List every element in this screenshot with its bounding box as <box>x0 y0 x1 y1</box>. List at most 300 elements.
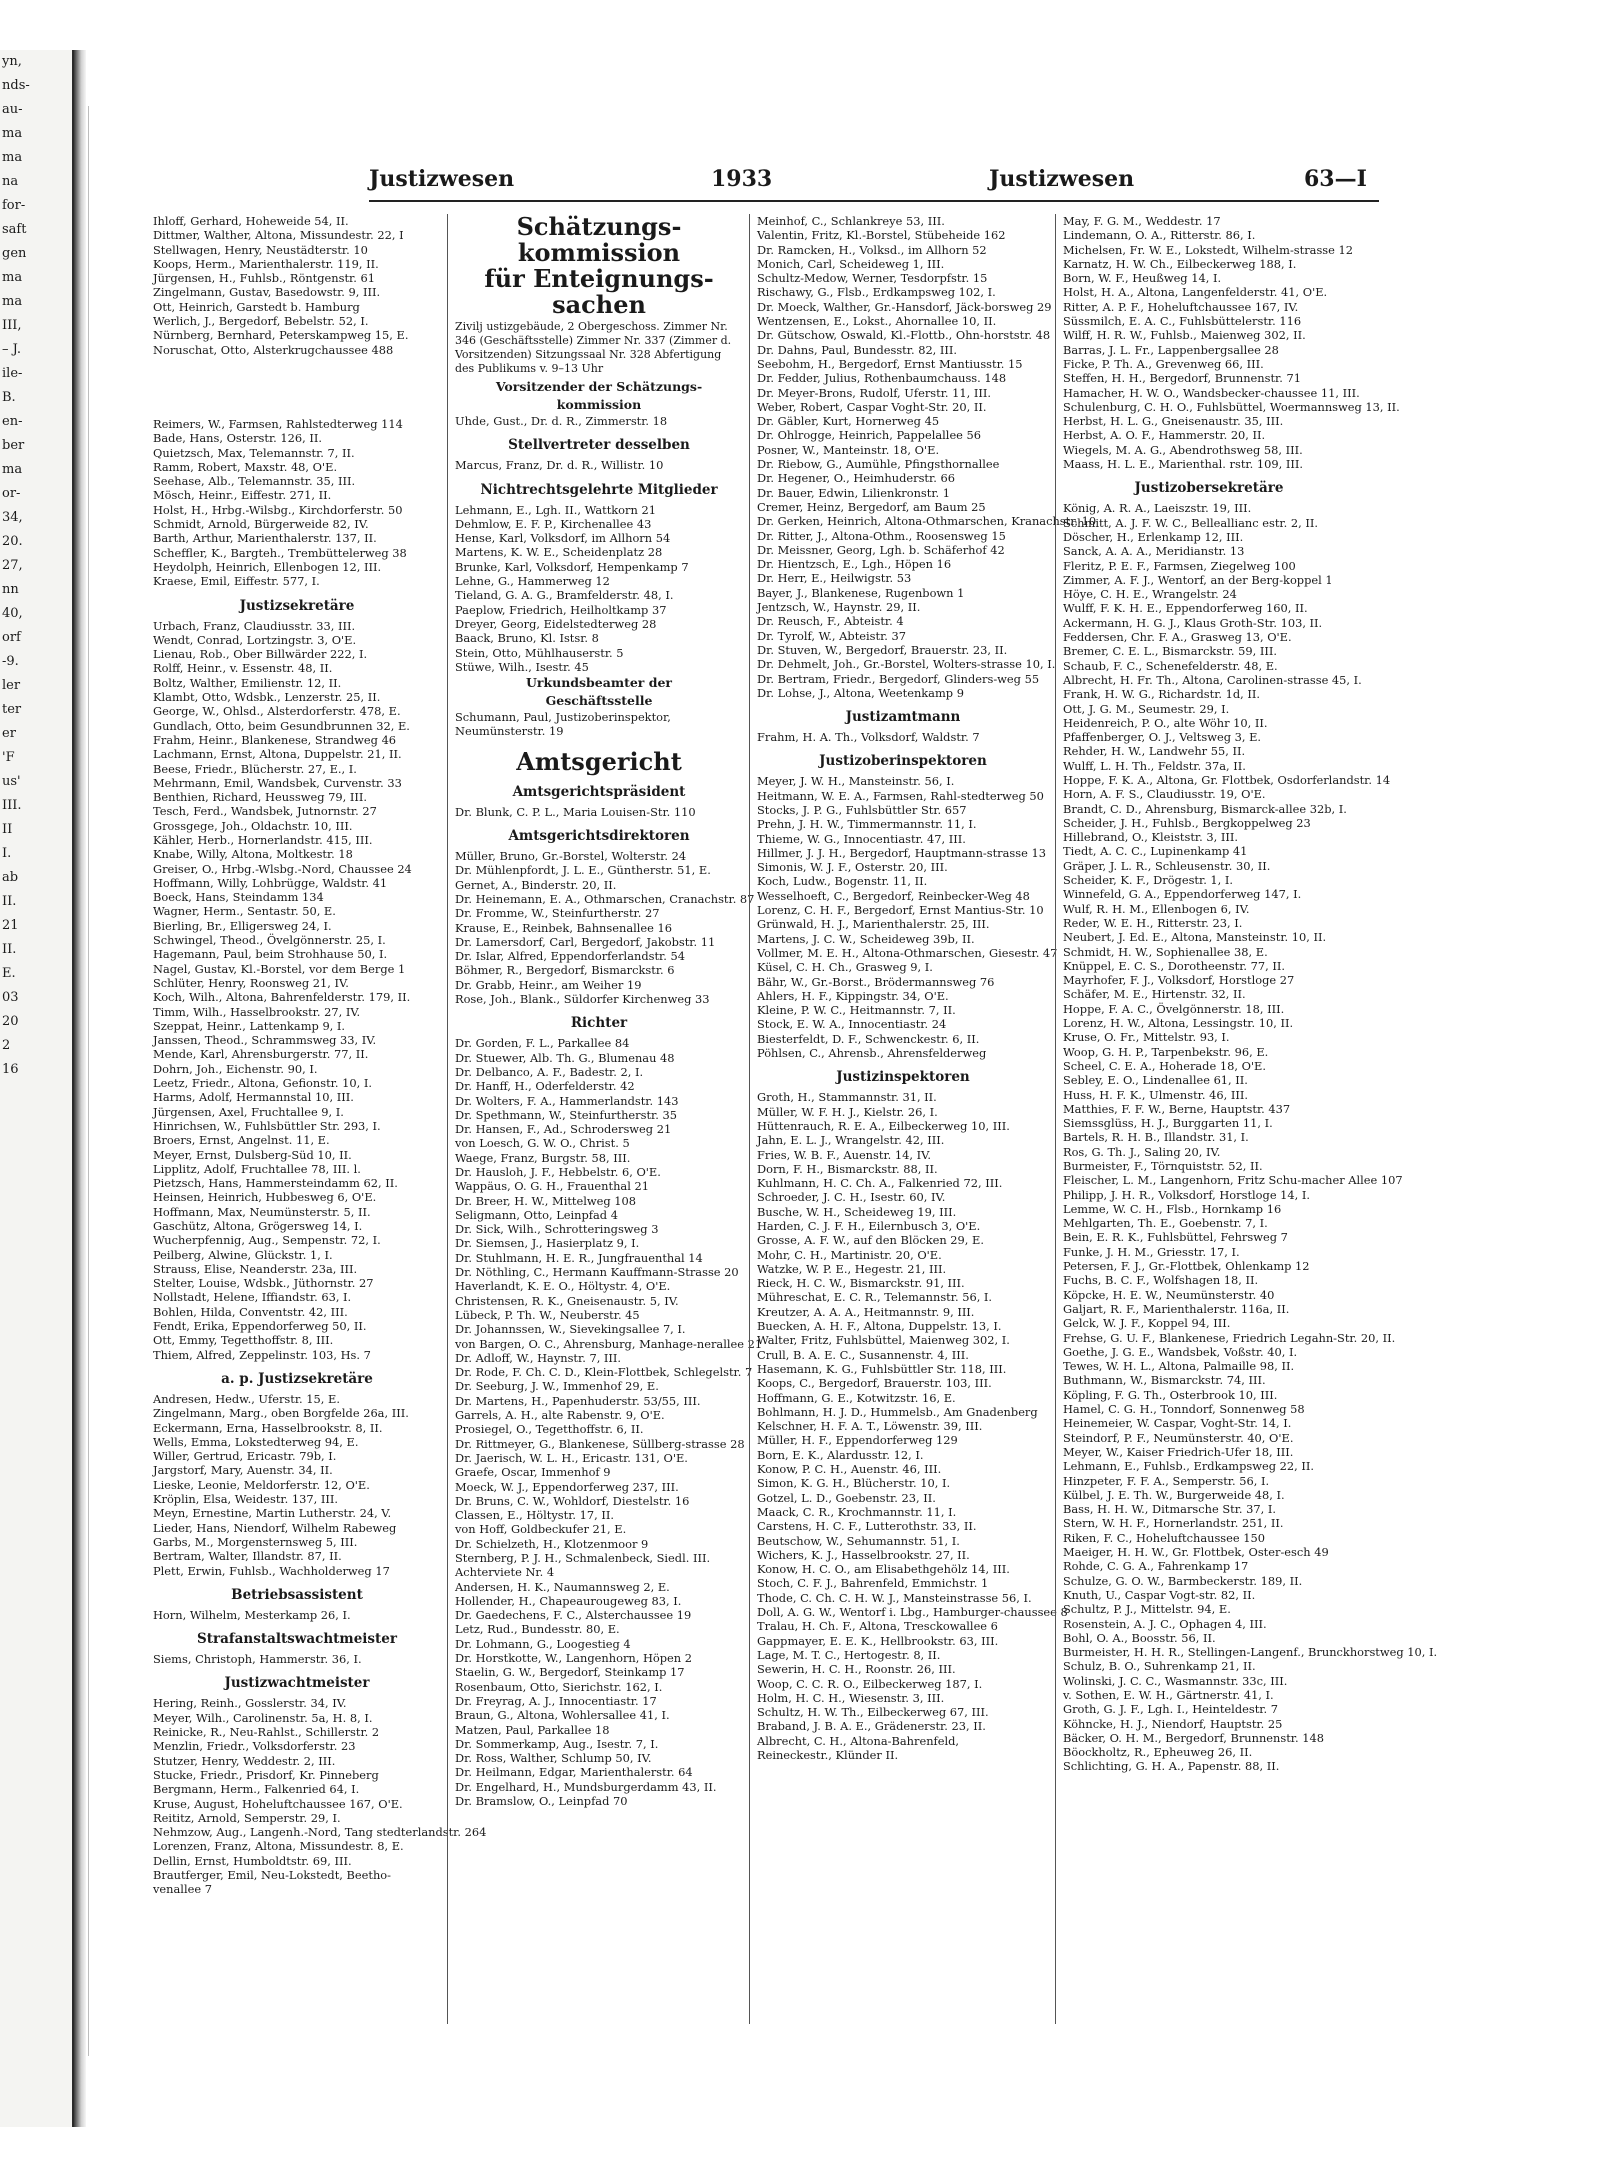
directory-entry: Rolff, Heinr., v. Essenstr. 48, II. <box>153 661 333 676</box>
directory-entry: Krause, E., Reinbek, Bahnsenallee 16 <box>455 920 672 935</box>
directory-entry: Kruse, August, Hoheluftchaussee 167, O'E. <box>153 1796 403 1811</box>
directory-entry: Karnatz, H. W. Ch., Eilbeckerweg 188, I. <box>1063 256 1297 271</box>
directory-entry: Lipplitz, Adolf, Fruchtallee 78, III. l. <box>153 1161 361 1176</box>
binding-fragment: 20 <box>2 1014 19 1029</box>
section-heading: Amtsgerichtsdirektoren <box>508 828 690 845</box>
directory-entry: Plett, Erwin, Fuhlsb., Wachholderweg 17 <box>153 1563 390 1578</box>
directory-entry: Dr. Gaedechens, F. C., Alsterchaussee 19 <box>455 1608 692 1623</box>
directory-entry: Bäcker, O. H. M., Bergedorf, Brunnenstr. 148 <box>1063 1730 1324 1745</box>
directory-entry: Nagel, Gustav, Kl.-Borstel, vor dem Berge 1 <box>153 961 406 976</box>
directory-entry: May, F. G. M., Weddestr. 17 <box>1063 214 1221 228</box>
directory-entry: Mühreschat, E. C. R., Telemannstr. 56, I. <box>757 1290 993 1305</box>
directory-entry: Schmidt, H. W., Sophienallee 38, E. <box>1063 944 1268 959</box>
directory-entry: Dr. Gäbler, Kurt, Hornerweg 45 <box>757 414 940 429</box>
directory-entry: Maass, H. L. E., Marienthal. rstr. 109, III. <box>1063 457 1303 472</box>
directory-entry: Galjart, R. F., Marienthalerstr. 116a, II. <box>1063 1301 1290 1316</box>
directory-entry: Dr. Seeburg, J. W., Immenhof 29, E. <box>455 1379 659 1394</box>
directory-entry: Meyer, Ernst, Dulsberg-Süd 10, II. <box>153 1147 352 1162</box>
column-1 <box>149 214 487 2054</box>
directory-entry: Bohlmann, H. J. D., Hummelsb., Am Gnadenberg <box>757 1404 1038 1419</box>
directory-entry: Stocks, J. P. G., Fuhlsbüttler Str. 657 <box>757 802 967 817</box>
directory-entry: Heinemeier, W. Caspar, Voght-Str. 14, I. <box>1063 1416 1292 1431</box>
directory-entry: Wulff, F. K. H. E., Eppendorferweg 160, II. <box>1063 601 1308 616</box>
directory-entry: Reineckestr., Klünder II. <box>757 1747 899 1762</box>
binding-fragment: au- <box>2 102 23 117</box>
directory-entry: Eckermann, Erna, Hasselbrookstr. 8, II. <box>153 1420 383 1435</box>
directory-entry: Martens, K. W. E., Scheidenplatz 28 <box>455 545 663 560</box>
directory-entry: Knuth, U., Caspar Vogt-str. 82, II. <box>1063 1587 1256 1602</box>
binding-fragment: gen <box>2 246 27 261</box>
directory-entry: Schlüter, Henry, Roonsweg 21, IV. <box>153 975 349 990</box>
directory-entry: Höye, C. H. E., Wrangelstr. 24 <box>1063 587 1237 602</box>
directory-entry: Ott, J. G. M., Seumestr. 29, I. <box>1063 701 1230 716</box>
directory-entry: Grünwald, H. J., Marienthalerstr. 25, III. <box>757 917 990 932</box>
directory-entry: Wiegels, M. A. G., Abendrothsweg 58, III. <box>1063 442 1303 457</box>
directory-entry: Ott, Emmy, Tegetthoffstr. 8, III. <box>153 1333 334 1348</box>
header-left-title: Justizwesen <box>369 166 515 192</box>
spacer <box>149 357 445 367</box>
directory-entry: Holst, H., Hrbg.-Wilsbg., Kirchdorferstr. 50 <box>153 502 403 517</box>
directory-entry: Horn, Wilhelm, Mesterkamp 26, I. <box>153 1607 351 1622</box>
directory-entry: Schulz, B. O., Suhrenkamp 21, II. <box>1063 1659 1256 1674</box>
directory-entry: Sebley, E. O., Lindenallee 61, II. <box>1063 1073 1248 1088</box>
directory-entry: Prosiegel, O., Tegetthoffstr. 6, II. <box>455 1422 644 1437</box>
office-info: Zivilj ustizgebäude, 2 Obergeschoss. Zimmer Nr. 346 (Geschäftsstelle) Zimmer Nr. 337 (Zimmer d. Vorsitzenden) Sitzungssaal Nr. 328 Abfertigung des Publikums v. 9–13 Uhr <box>455 320 732 375</box>
directory-entry: Posner, W., Manteinstr. 18, O'E. <box>757 442 940 457</box>
directory-entry: Tesch, Ferd., Wandsbek, Jutnornstr. 27 <box>153 804 377 819</box>
binding-fragment: ile- <box>2 366 23 381</box>
directory-entry: Horn, A. F. S., Claudiusstr. 19, O'E. <box>1063 787 1266 802</box>
column-divider <box>749 214 750 2024</box>
directory-entry: Woop, G. H. P., Tarpenbekstr. 96, E. <box>1063 1044 1269 1059</box>
directory-entry: Dr. Riebow, G., Aumühle, Pfingsthornallee <box>757 457 1000 472</box>
directory-entry: Küsel, C. H. Ch., Grasweg 9, I. <box>757 960 933 975</box>
directory-entry: Wulf, R. H. M., Ellenbogen 6, IV. <box>1063 901 1250 916</box>
directory-entry: Dr. Lamersdorf, Carl, Bergedorf, Jakobstr. 11 <box>455 934 716 949</box>
directory-entry: Lorenz, C. H. F., Bergedorf, Ernst Mantius-Str. 10 <box>757 903 1044 918</box>
directory-entry: Uhde, Gust., Dr. d. R., Zimmerstr. 18 <box>455 414 668 428</box>
directory-entry: Watzke, W. P. E., Hegestr. 21, III. <box>757 1261 947 1276</box>
directory-entry: Heinsen, Heinrich, Hubbesweg 6, O'E. <box>153 1190 377 1205</box>
directory-entry: Michelsen, Fr. W. E., Lokstedt, Wilhelm-strasse 12 <box>1063 242 1354 257</box>
directory-entry: Grossgege, Joh., Oldachstr. 10, III. <box>153 818 353 833</box>
directory-entry: Letz, Rud., Bundesstr. 80, E. <box>455 1622 620 1637</box>
directory-entry: Dr. Lohse, J., Altona, Weetenkamp 9 <box>757 685 964 700</box>
directory-entry: Dr. Dehmelt, Joh., Gr.-Borstel, Wolters-strasse 10, I. <box>757 657 1056 672</box>
directory-entry: Neumünsterstr. 19 <box>455 724 564 739</box>
section-heading: a. p. Justizsekretäre <box>221 1370 373 1387</box>
directory-entry: Moeck, W. J., Eppendorferweg 237, III. <box>455 1479 679 1494</box>
directory-entry: Frank, H. W. G., Richardstr. 1d, II. <box>1063 687 1261 702</box>
directory-entry: Dr. Tyrolf, W., Abteistr. 37 <box>757 628 907 643</box>
section-heading: Justizsekretäre <box>239 597 355 614</box>
directory-entry: Schäfer, M. E., Hirtenstr. 32, II. <box>1063 987 1246 1002</box>
directory-entry: Staelin, G. W., Bergedorf, Steinkamp 17 <box>455 1665 685 1680</box>
directory-entry: Philipp, J. H. R., Volksdorf, Horstloge 14, I. <box>1063 1187 1311 1202</box>
directory-entry: Rosenstein, A. J. C., Ophagen 4, III. <box>1063 1616 1267 1631</box>
directory-entry: Reititz, Arnold, Semperstr. 29, I. <box>153 1810 341 1825</box>
directory-entry: Rose, Joh., Blank., Süldorfer Kirchenweg 33 <box>455 992 710 1007</box>
directory-entry: Wells, Emma, Lokstedterweg 94, E. <box>153 1434 359 1449</box>
directory-entry: Garrels, A. H., alte Rabenstr. 9, O'E. <box>455 1408 665 1423</box>
directory-entry: Reder, W. E. H., Ritterstr. 23, I. <box>1063 915 1243 930</box>
binding-fragment: 16 <box>2 1062 19 1077</box>
directory-entry: Hering, Reinh., Gosslerstr. 34, IV. <box>153 1696 347 1711</box>
directory-entry: Koops, Herm., Marienthalerstr. 119, II. <box>153 256 379 271</box>
directory-entry: Huss, H. F. K., Ulmenstr. 46, III. <box>1063 1087 1248 1102</box>
directory-entry: Simon, K. G. H., Blücherstr. 10, I. <box>757 1476 951 1491</box>
directory-entry: Dr. Grabb, Heinr., am Weiher 19 <box>455 977 642 992</box>
directory-entry: Szeppat, Heinr., Lattenkamp 9, I. <box>153 1018 346 1033</box>
directory-entry: Dr. Stuewer, Alb. Th. G., Blumenau 48 <box>455 1050 675 1065</box>
large-heading: Amtsgericht <box>516 746 682 776</box>
directory-entry: Pfaffenberger, O. J., Veltsweg 3, E. <box>1063 730 1262 745</box>
directory-entry: Schmitt, A. J. F. W. C., Belleallianc estr. 2, II. <box>1063 515 1318 530</box>
directory-entry: Dr. Stuhlmann, H. E. R., Jungfrauenthal 14 <box>455 1250 703 1265</box>
directory-entry: Lehne, G., Hammerweg 12 <box>455 574 610 589</box>
directory-entry: Dr. Gorden, F. L., Parkallee 84 <box>455 1036 630 1051</box>
directory-entry: Müller, Bruno, Gr.-Borstel, Wolterstr. 24 <box>455 849 687 864</box>
directory-entry: Dr. Heilmann, Edgar, Marienthalerstr. 64 <box>455 1765 693 1780</box>
binding-fragment: 34, <box>2 510 23 525</box>
directory-entry: Dr. Fedder, Julius, Rothenbaumchauss. 148 <box>757 371 1007 386</box>
directory-entry: Müller, W. F. H. J., Kielstr. 26, I. <box>757 1104 938 1119</box>
directory-entry: Gappmayer, E. E. K., Hellbrookstr. 63, III. <box>757 1633 999 1648</box>
directory-entry: Lachmann, Ernst, Altona, Duppelstr. 21, II. <box>153 747 402 762</box>
directory-entry: Ahlers, H. F., Kippingstr. 34, O'E. <box>757 988 949 1003</box>
directory-entry: Mende, Karl, Ahrensburgerstr. 77, II. <box>153 1047 369 1062</box>
directory-entry: Schroeder, J. C. H., Isestr. 60, IV. <box>757 1190 946 1205</box>
directory-entry: Harms, Adolf, Hermannstal 10, III. <box>153 1090 354 1105</box>
header-year: 1933 <box>711 166 773 192</box>
section-heading: Strafanstaltswachtmeister <box>197 1631 397 1648</box>
directory-entry: Frahm, H. A. Th., Volksdorf, Waldstr. 7 <box>757 730 980 745</box>
binding-fragment: II. <box>2 942 17 957</box>
directory-entry: Zingelmann, Gustav, Basedowstr. 9, III. <box>153 285 381 300</box>
directory-entry: Klambt, Otto, Wdsbk., Lenzerstr. 25, II. <box>153 690 381 705</box>
directory-entry: Dr. Rode, F. Ch. C. D., Klein-Flottbek, Schlegelstr. 7 <box>455 1365 753 1380</box>
directory-entry: Boeck, Hans, Steindamm 134 <box>153 890 324 905</box>
spacer <box>149 377 445 387</box>
directory-entry: Lorenz, H. W., Altona, Lessingstr. 10, II. <box>1063 1016 1294 1031</box>
directory-entry: Dr. Dahns, Paul, Bundesstr. 82, III. <box>757 342 958 357</box>
section-heading: Justizobersekretäre <box>1134 480 1284 497</box>
binding-fragment: ler <box>2 678 21 693</box>
directory-entry: Fendt, Erika, Eppendorferweg 50, II. <box>153 1319 367 1334</box>
directory-entry: Lieder, Hans, Niendorf, Wilhelm Rabeweg <box>153 1520 397 1535</box>
binding-fragment: ma <box>2 150 23 165</box>
section-heading: Betriebsassistent <box>231 1586 363 1603</box>
binding-fragment: ma <box>2 126 23 141</box>
directory-entry: Jürgensen, Axel, Fruchtallee 9, I. <box>153 1104 344 1119</box>
binding-fragment: for- <box>2 198 26 213</box>
directory-entry: Matzen, Paul, Parkallee 18 <box>455 1722 610 1737</box>
directory-entry: Kähler, Herb., Hornerlandstr. 415, III. <box>153 832 373 847</box>
directory-entry: Ramm, Robert, Maxstr. 48, O'E. <box>153 459 338 474</box>
directory-entry: Gernet, A., Binderstr. 20, II. <box>455 877 617 892</box>
directory-entry: Gundlach, Otto, beim Gesundbrunnen 32, E. <box>153 718 410 733</box>
directory-entry: Hoppe, F. K. A., Altona, Gr. Flottbek, Osdorferlandstr. 14 <box>1063 772 1391 787</box>
directory-entry: Hillebrand, O., Kleiststr. 3, III. <box>1063 830 1238 845</box>
directory-entry: Wendt, Conrad, Lortzingstr. 3, O'E. <box>153 632 357 647</box>
directory-entry: Brunke, Karl, Volksdorf, Hempenkamp 7 <box>455 559 689 574</box>
directory-entry: Frahm, Heinr., Blankenese, Strandweg 46 <box>153 732 397 747</box>
directory-entry: Dr. Siemsen, J., Hasierplatz 9, I. <box>455 1236 640 1251</box>
directory-entry: Bade, Hans, Osterstr. 126, II. <box>153 431 322 446</box>
directory-entry: Albrecht, H. Fr. Th., Altona, Carolinen-strasse 45, I. <box>1063 672 1362 687</box>
directory-entry: Heydolph, Heinrich, Ellenbogen 12, III. <box>153 559 382 574</box>
directory-entry: Hense, Karl, Volksdorf, im Allhorn 54 <box>455 531 671 546</box>
directory-entry: Dr. Freyrag, A. J., Innocentiastr. 17 <box>455 1693 657 1708</box>
directory-entry: Ficke, P. Th. A., Grevenweg 66, III. <box>1063 356 1264 371</box>
directory-entry: Maack, C. R., Krochmannstr. 11, I. <box>757 1504 957 1519</box>
directory-entry: Dr. Blunk, C. P. L., Maria Louisen-Str. 110 <box>455 804 696 819</box>
directory-entry: Hoffmann, Max, Neumünsterstr. 5, II. <box>153 1204 371 1219</box>
directory-entry: Andersen, H. K., Naumannsweg 2, E. <box>455 1579 670 1594</box>
directory-entry: Böockholtz, R., Epheuweg 26, II. <box>1063 1745 1253 1760</box>
section-heading: Stellvertreter desselben <box>508 437 690 454</box>
spacer <box>149 397 445 407</box>
directory-entry: Dohrn, Joh., Eichenstr. 90, I. <box>153 1061 318 1076</box>
directory-entry: Stock, E. W. A., Innocentiastr. 24 <box>757 1017 947 1032</box>
directory-entry: Schultz, P. J., Mittelstr. 94, E. <box>1063 1602 1231 1617</box>
directory-entry: Dr. Ross, Walther, Schlump 50, IV. <box>455 1751 652 1766</box>
directory-entry: Burmeister, F., Törnquiststr. 52, II. <box>1063 1159 1263 1173</box>
directory-entry: Dr. Ramcken, H., Volksd., im Allhorn 52 <box>757 242 987 257</box>
directory-entry: Hoffmann, Willy, Lohbrügge, Waldstr. 41 <box>153 875 388 890</box>
column-3 <box>753 214 1097 2054</box>
binding-fragment: III, <box>2 318 22 333</box>
directory-entry: Waege, Franz, Burgstr. 58, III. <box>455 1150 631 1165</box>
directory-entry: Dr. Jaerisch, W. L. H., Ericastr. 131, O'E. <box>455 1450 688 1465</box>
directory-entry: Wagner, Herm., Sentastr. 50, E. <box>153 904 336 919</box>
directory-entry: Fries, W. B. F., Auenstr. 14, IV. <box>757 1147 931 1162</box>
directory-entry: Pietzsch, Hans, Hammersteindamm 62, II. <box>153 1176 398 1191</box>
directory-entry: Dr. Meyer-Brons, Rudolf, Uferstr. 11, III. <box>757 385 992 400</box>
directory-entry: Born, W. F., Heußweg 14, I. <box>1063 271 1222 286</box>
header-right-title: Justizwesen <box>989 166 1135 192</box>
directory-entry: Hinrichsen, W., Fuhlsbüttler Str. 293, I. <box>153 1118 381 1133</box>
directory-entry: Rischawy, G., Flsb., Erdkampsweg 102, I. <box>757 285 996 300</box>
directory-entry: Kreutzer, A. A. A., Heitmannstr. 9, III. <box>757 1304 975 1319</box>
directory-entry: Lindemann, O. A., Ritterstr. 86, I. <box>1063 228 1256 243</box>
directory-entry: Nollstadt, Helene, Iffiandstr. 63, I. <box>153 1290 352 1305</box>
directory-entry: Schwingel, Theod., Övelgönnerstr. 25, I. <box>153 933 386 948</box>
directory-entry: venallee 7 <box>153 1882 212 1897</box>
directory-entry: Lage, M. T. C., Hertogestr. 8, II. <box>757 1647 941 1662</box>
directory-entry: Hoffmann, G. E., Kotwitzstr. 16, E. <box>757 1390 956 1405</box>
directory-entry: Petersen, F. J., Gr.-Flottbek, Ohlenkamp 12 <box>1063 1259 1310 1274</box>
directory-entry: Dr. Heinemann, E. A., Othmarschen, Cranachstr. 87 <box>455 891 755 906</box>
directory-entry: Köhncke, H. J., Niendorf, Hauptstr. 25 <box>1063 1716 1283 1731</box>
directory-entry: Dehmlow, E. F. P., Kirchenallee 43 <box>455 516 652 531</box>
directory-entry: Grosse, A. F. W., auf den Blöcken 29, E. <box>757 1233 984 1248</box>
binding-fragment: ab <box>2 870 19 885</box>
directory-entry: Siemssglüss, H. J., Burggarten 11, I. <box>1063 1116 1273 1131</box>
directory-entry: Walter, Fritz, Fuhlsbüttel, Maienweg 302, I. <box>757 1333 1010 1348</box>
directory-entry: Lehmann, E., Fuhlsb., Erdkampsweg 22, II. <box>1063 1459 1314 1474</box>
directory-entry: Stüwe, Wilh., Isestr. 45 <box>455 659 589 674</box>
binding-fragment: 40, <box>2 606 23 621</box>
directory-entry: Albrecht, C. H., Altona-Bahrenfeld, <box>757 1733 960 1748</box>
directory-entry: Barras, J. L. Fr., Lappenbergsallee 28 <box>1063 342 1279 357</box>
directory-entry: Gelck, W. J. F., Koppel 94, III. <box>1063 1316 1231 1331</box>
directory-entry: Willer, Gertrud, Ericastr. 79b, I. <box>153 1449 337 1464</box>
directory-page <box>88 106 1449 2056</box>
binding-fragment: III. <box>2 798 22 813</box>
directory-entry: Dr. Bauer, Edwin, Lilienkronstr. 1 <box>757 485 951 500</box>
directory-entry: Bohl, O. A., Boosstr. 56, II. <box>1063 1630 1216 1645</box>
directory-entry: Schultz, H. W. Th., Eilbeckerweg 67, III. <box>757 1705 989 1720</box>
directory-entry: Nehmzow, Aug., Langenh.-Nord, Tang stedterlandstr. 264 <box>153 1825 487 1840</box>
directory-entry: Dr. Hientzsch, E., Lgh., Höpen 16 <box>757 557 952 572</box>
column-4 <box>1059 214 1438 2054</box>
directory-entry: Stelter, Louise, Wdsbk., Jüthornstr. 27 <box>153 1276 374 1291</box>
directory-entry: Dr. Fromme, W., Steinfurtherstr. 27 <box>455 906 660 921</box>
directory-entry: Dr. Ritter, J., Altona-Othm., Roosensweg 15 <box>757 528 1006 543</box>
directory-entry: Steffen, H. H., Bergedorf, Brunnenstr. 71 <box>1063 371 1301 386</box>
directory-entry: Gaschütz, Altona, Grögersweg 14, I. <box>153 1219 363 1233</box>
directory-entry: Dr. Hansen, F., Ad., Schrodersweg 21 <box>455 1122 672 1137</box>
directory-entry: Dr. Bertram, Friedr., Bergedorf, Glinders-weg 55 <box>757 671 1040 686</box>
directory-entry: Beutschow, W., Sehumannstr. 51, I. <box>757 1533 960 1548</box>
directory-entry: Wulff, L. H. Th., Feldstr. 37a, II. <box>1063 758 1246 773</box>
binding-fragment: ma <box>2 294 23 309</box>
directory-entry: Stoch, C. F. J., Bahrenfeld, Emmichstr. 1 <box>757 1576 989 1591</box>
directory-entry: Scheel, C. E. A., Hoherade 18, O'E. <box>1063 1058 1266 1073</box>
column-divider <box>447 214 448 2024</box>
directory-entry: Hillmer, J. J. H., Bergedorf, Hauptmann-strasse 13 <box>757 845 1046 860</box>
directory-entry: Schumann, Paul, Justizoberinspektor, <box>455 710 671 725</box>
adjacent-page-margin <box>0 50 74 2127</box>
directory-entry: Stein, Otto, Mühlhauserstr. 5 <box>455 645 624 660</box>
column-2 <box>451 212 763 2054</box>
directory-entry: Menzlin, Friedr., Volksdorferstr. 23 <box>153 1739 356 1754</box>
directory-entry: Schlichting, G. H. A., Papenstr. 88, II. <box>1063 1759 1280 1774</box>
directory-entry: Groth, G. J. F., Lgh. I., Heinteldestr. 7 <box>1063 1702 1278 1717</box>
binding-fragment: -9. <box>2 654 19 669</box>
directory-entry: Lübeck, P. Th. W., Neuberstr. 45 <box>455 1307 640 1322</box>
directory-entry: Carstens, H. C. F., Lutterothstr. 33, II. <box>757 1519 977 1534</box>
directory-entry: Thode, C. Ch. C. H. W. J., Mansteinstrasse 56, I. <box>757 1590 1032 1605</box>
directory-entry: Hasemann, K. G., Fuhlsbüttler Str. 118, III. <box>757 1361 1007 1376</box>
directory-entry: Neubert, J. Ed. E., Altona, Mansteinstr. 10, II. <box>1063 930 1327 945</box>
directory-entry: Bass, H. H. W., Ditmarsche Str. 37, I. <box>1063 1502 1277 1517</box>
directory-entry: Haverlandt, K. E. O., Höltystr. 4, O'E. <box>455 1279 671 1294</box>
directory-entry: Hoppe, F. A. C., Övelgönnerstr. 18, III. <box>1063 1001 1285 1016</box>
directory-entry: Dr. Horstkotte, W., Langenhorn, Höpen 2 <box>455 1651 693 1666</box>
directory-entry: Tiedt, A. C. C., Lupinenkamp 41 <box>1063 844 1248 859</box>
section-heading: Amtsgerichtspräsident <box>512 783 686 800</box>
directory-entry: Dr. Martens, H., Papenhuderstr. 53/55, III. <box>455 1393 701 1408</box>
directory-entry: Tralau, H. Ch. F., Altona, Tresckowallee 6 <box>757 1619 998 1634</box>
directory-entry: von Bargen, O. C., Ahrensburg, Manhage-nerallee 21 <box>455 1336 763 1351</box>
directory-entry: Fuchs, B. C. F., Wolfshagen 18, II. <box>1063 1273 1259 1288</box>
directory-entry: Hollender, H., Chapeaurougeweg 83, I. <box>455 1593 682 1608</box>
directory-entry: Koch, Ludw., Bogenstr. 11, II. <box>757 874 928 889</box>
directory-entry: Groth, H., Stammannstr. 31, II. <box>757 1090 937 1105</box>
directory-entry: Weber, Robert, Caspar Voght-Str. 20, II. <box>757 399 987 414</box>
directory-entry: Bremer, C. E. L., Bismarckstr. 59, III. <box>1063 644 1277 659</box>
large-heading: kommission <box>517 238 681 267</box>
directory-entry: Dreyer, Georg, Eidelstedterweg 28 <box>455 616 657 631</box>
directory-entry: Mehlgarten, Th. E., Goebenstr. 7, I. <box>1063 1216 1268 1231</box>
directory-entry: Dr. Adloff, W., Haynstr. 7, III. <box>455 1350 622 1365</box>
directory-entry: Knüppel, E. C. S., Dorotheenstr. 77, II. <box>1063 958 1285 973</box>
binding-fragment: E. <box>2 966 16 981</box>
directory-entry: Dr. Rittmeyer, G., Blankenese, Süllberg-strasse 28 <box>455 1436 745 1451</box>
directory-entry: Monich, Carl, Scheideweg 1, III. <box>757 256 945 271</box>
directory-entry: Döscher, H., Erlenkamp 12, III. <box>1063 529 1244 544</box>
directory-entry: Brautferger, Emil, Neu-Lokstedt, Beetho- <box>153 1867 391 1882</box>
directory-entry: Thieme, W. G., Innocentiastr. 47, III. <box>757 831 966 846</box>
directory-entry: Schulenburg, C. H. O., Fuhlsbüttel, Woermannsweg 13, II. <box>1063 399 1400 414</box>
book-gutter <box>74 50 86 2127</box>
directory-entry: Feddersen, Chr. F. A., Grasweg 13, O'E. <box>1063 630 1292 645</box>
directory-entry: Wappäus, O. G. H., Frauenthal 21 <box>455 1179 649 1194</box>
directory-entry: Fleritz, P. E. F., Farmsen, Ziegelweg 100 <box>1063 558 1296 573</box>
directory-entry: Dr. Wolters, F. A., Hammerlandstr. 143 <box>455 1093 679 1108</box>
section-heading: Justizwachtmeister <box>224 1675 370 1692</box>
directory-entry: Bein, E. R. K., Fuhlsbüttel, Fehrsweg 7 <box>1063 1230 1288 1245</box>
directory-entry: Steindorf, P. F., Neumünsterstr. 40, O'E. <box>1063 1430 1294 1445</box>
directory-entry: Rohde, C. G. A., Fahrenkamp 17 <box>1063 1559 1249 1574</box>
directory-entry: Doll, A. G. W., Wentorf i. Lbg., Hamburger-chaussee 8 <box>757 1605 1068 1620</box>
directory-entry: Kuhlmann, H. C. Ch. A., Falkenried 72, III. <box>757 1176 1003 1191</box>
spacer <box>149 407 445 417</box>
directory-entry: Braun, G., Altona, Wohlersallee 41, I. <box>455 1708 670 1723</box>
directory-entry: Zingelmann, Marg., oben Borgfelde 26a, III. <box>153 1406 409 1421</box>
directory-entry: Benthien, Richard, Heussweg 79, III. <box>153 790 367 805</box>
directory-entry: Fleischer, L. M., Langenhorn, Fritz Schu-macher Allee 107 <box>1063 1173 1403 1188</box>
directory-entry: Dr. Hegener, O., Heimhuderstr. 66 <box>757 471 955 486</box>
binding-fragment: I. <box>2 846 12 861</box>
directory-entry: Schultz-Medow, Werner, Tesdorpfstr. 15 <box>757 271 988 286</box>
directory-entry: Kröplin, Elsa, Weidestr. 137, III. <box>153 1492 338 1507</box>
binding-fragment: orf <box>2 630 21 645</box>
directory-entry: Seebohm, H., Bergedorf, Ernst Mantiusstr. 15 <box>757 356 1023 371</box>
directory-entry: Tieland, G. A. G., Bramfelderstr. 48, I. <box>455 588 674 603</box>
directory-entry: Ritter, A. P. F., Hoheluftchaussee 167, IV. <box>1063 299 1299 314</box>
directory-entry: Konow, P. C. H., Auenstr. 46, III. <box>757 1462 942 1477</box>
directory-entry: Hüttenrauch, R. E. A., Eilbeckerweg 10, III. <box>757 1118 1010 1133</box>
directory-entry: Reinicke, R., Neu-Rahlst., Schillerstr. 2 <box>153 1725 380 1740</box>
directory-entry: Lemme, W. C. H., Flsb., Hornkamp 16 <box>1063 1201 1282 1216</box>
directory-entry: Andresen, Hedw., Uferstr. 15, E. <box>153 1391 340 1406</box>
directory-entry: Noruschat, Otto, Alsterkrugchaussee 488 <box>153 342 394 357</box>
directory-entry: Dr. Johannssen, W., Sievekingsallee 7, I. <box>455 1322 686 1337</box>
directory-entry: Koops, C., Bergedorf, Brauerstr. 103, III. <box>757 1376 992 1391</box>
directory-entry: Dr. Hausloh, J. F., Hebbelstr. 6, O'E. <box>455 1164 661 1179</box>
directory-entry: von Loesch, G. W. O., Christ. 5 <box>455 1136 630 1151</box>
directory-entry: Dr. Spethmann, W., Steinfurtherstr. 35 <box>455 1107 677 1122</box>
directory-entry: Kleine, P. W. C., Heitmannstr. 7, II. <box>757 1003 956 1018</box>
directory-entry: Buthmann, W., Bismarckstr. 74, III. <box>1063 1373 1266 1388</box>
directory-entry: Mösch, Heinr., Eiffestr. 271, II. <box>153 488 332 503</box>
directory-entry: Böhmer, R., Bergedorf, Bismarckstr. 6 <box>455 963 675 978</box>
binding-fragment: 'F <box>2 750 15 765</box>
directory-entry: Dr. Engelhard, H., Mundsburgerdamm 43, II. <box>455 1779 717 1794</box>
directory-entry: Meyer, Wilh., Carolinenstr. 5a, H. 8, I. <box>153 1710 373 1725</box>
directory-entry: Christensen, R. K., Gneisenaustr. 5, IV. <box>455 1293 679 1308</box>
directory-entry: Dr. Stuven, W., Bergedorf, Brauerstr. 23, II. <box>757 642 1008 657</box>
directory-entry: Dr. Meissner, Georg, Lgh. b. Schäferhof 42 <box>757 542 1005 557</box>
directory-entry: Stellwagen, Henry, Neustädterstr. 10 <box>153 242 368 257</box>
binding-fragment: II <box>2 822 13 837</box>
directory-entry: Peilberg, Alwine, Glückstr. 1, I. <box>153 1247 333 1262</box>
binding-fragment: 2 <box>2 1038 11 1053</box>
directory-entry: Mohr, C. H., Martinistr. 20, O'E. <box>757 1247 942 1262</box>
